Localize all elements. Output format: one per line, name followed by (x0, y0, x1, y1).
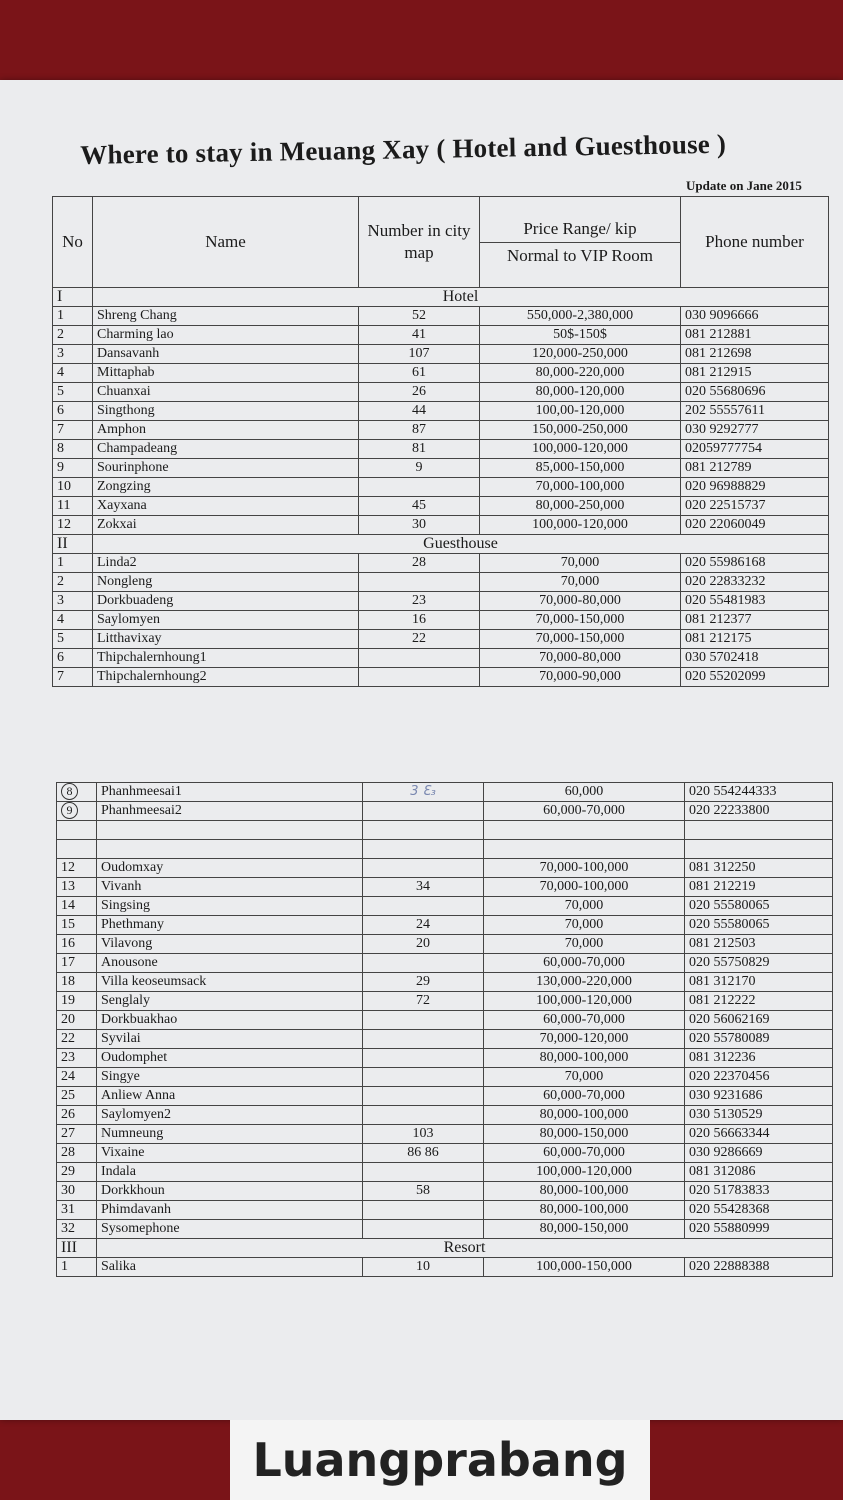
row-price: 60,000 (484, 783, 685, 802)
row-phone: 020 22233800 (685, 802, 833, 821)
row-phone: 081 212881 (681, 326, 829, 345)
row-name: Dorkbuadeng (93, 592, 359, 611)
row-map-number (359, 573, 480, 592)
row-price: 70,000 (480, 573, 681, 592)
row-map-number (363, 1163, 484, 1182)
row-name: Dorkbuakhao (97, 1011, 363, 1030)
row-phone: 030 9286669 (685, 1144, 833, 1163)
row-phone: 081 212377 (681, 611, 829, 630)
row-name: Vilavong (97, 935, 363, 954)
row-price: 150,000-250,000 (480, 421, 681, 440)
row-map-number: 28 (359, 554, 480, 573)
circled-number: 9 (61, 802, 78, 819)
table-row (57, 1011, 833, 1030)
table-row (57, 1220, 833, 1239)
header-name: Name (93, 197, 359, 288)
row-price: 80,000-220,000 (480, 364, 681, 383)
row-phone: 081 212915 (681, 364, 829, 383)
row-number: 16 (57, 935, 97, 954)
row-name: Salika (97, 1258, 363, 1277)
row-map-number: 10 (363, 1258, 484, 1277)
table-row (57, 973, 833, 992)
row-phone: 020 22060049 (681, 516, 829, 535)
row-name: Singye (97, 1068, 363, 1087)
section-label: Resort (97, 1239, 833, 1258)
header-map: Number in city map (359, 197, 480, 288)
table-row (57, 1258, 833, 1277)
row-number: 11 (53, 497, 93, 516)
row-name: Senglaly (97, 992, 363, 1011)
empty-cell (363, 840, 484, 859)
row-number: 13 (57, 878, 97, 897)
row-price: 80,000-150,000 (484, 1125, 685, 1144)
row-map-number: 87 (359, 421, 480, 440)
row-phone: 020 55580065 (685, 897, 833, 916)
row-map-number: 103 (363, 1125, 484, 1144)
row-price: 70,000 (480, 554, 681, 573)
row-map-number (363, 802, 484, 821)
row-price: 70,000-80,000 (480, 649, 681, 668)
row-price: 80,000-100,000 (484, 1201, 685, 1220)
row-map-number: 52 (359, 307, 480, 326)
section-number: III (57, 1239, 97, 1258)
update-note: Update on Jane 2015 (686, 178, 802, 193)
row-price: 60,000-70,000 (484, 954, 685, 973)
row-price: 70,000 (484, 935, 685, 954)
row-phone: 030 5702418 (681, 649, 829, 668)
table-row (57, 1049, 833, 1068)
row-name: Linda2 (93, 554, 359, 573)
table-row (53, 516, 829, 535)
row-number: 19 (57, 992, 97, 1011)
row-phone: 020 55202099 (681, 668, 829, 687)
row-number: 3 (53, 345, 93, 364)
row-number (57, 802, 97, 821)
row-map-number (359, 649, 480, 668)
row-price: 80,000-120,000 (480, 383, 681, 402)
row-name: Charming lao (93, 326, 359, 345)
row-phone: 020 22888388 (685, 1258, 833, 1277)
accommodation-table-top (52, 196, 829, 687)
table-row (53, 554, 829, 573)
table-row (57, 1106, 833, 1125)
row-map-number (363, 1220, 484, 1239)
row-price: 80,000-100,000 (484, 1182, 685, 1201)
row-map-number: 34 (363, 878, 484, 897)
empty-cell (685, 840, 833, 859)
row-map-number: 29 (363, 973, 484, 992)
row-number: 22 (57, 1030, 97, 1049)
row-map-number: 20 (363, 935, 484, 954)
row-map-number: 22 (359, 630, 480, 649)
row-number: 29 (57, 1163, 97, 1182)
row-name: Singsing (97, 897, 363, 916)
table-row (53, 630, 829, 649)
row-map-number (359, 668, 480, 687)
row-price: 70,000-150,000 (480, 611, 681, 630)
row-number: 23 (57, 1049, 97, 1068)
row-phone: 030 5130529 (685, 1106, 833, 1125)
row-map-number: 72 (363, 992, 484, 1011)
row-number: 7 (53, 421, 93, 440)
table-row (57, 1087, 833, 1106)
row-phone: 020 554244333 (685, 783, 833, 802)
row-number: 12 (57, 859, 97, 878)
empty-row (57, 840, 833, 859)
row-price: 60,000-70,000 (484, 1087, 685, 1106)
row-map-number: 9 (359, 459, 480, 478)
row-phone: 020 55750829 (685, 954, 833, 973)
row-phone: 020 55481983 (681, 592, 829, 611)
row-name: Litthavixay (93, 630, 359, 649)
row-number: 31 (57, 1201, 97, 1220)
row-price: 100,000-120,000 (484, 1163, 685, 1182)
row-name: Phimdavanh (97, 1201, 363, 1220)
table-row (57, 878, 833, 897)
row-number: 8 (53, 440, 93, 459)
row-price: 120,000-250,000 (480, 345, 681, 364)
row-price: 70,000-100,000 (484, 859, 685, 878)
empty-cell (363, 821, 484, 840)
row-map-number: 44 (359, 402, 480, 421)
row-name: Anliew Anna (97, 1087, 363, 1106)
row-price: 70,000-100,000 (484, 878, 685, 897)
table-row (53, 668, 829, 687)
row-price: 70,000-150,000 (480, 630, 681, 649)
row-phone: 020 22370456 (685, 1068, 833, 1087)
empty-cell (484, 821, 685, 840)
row-price: 130,000-220,000 (484, 973, 685, 992)
section-label: Hotel (93, 288, 829, 307)
table-row (57, 1163, 833, 1182)
table-row (57, 1030, 833, 1049)
section-row-hotel (53, 288, 829, 307)
row-phone: 081 312250 (685, 859, 833, 878)
row-price: 100,000-120,000 (480, 516, 681, 535)
row-price: 100,000-120,000 (484, 992, 685, 1011)
row-name: Indala (97, 1163, 363, 1182)
row-price: 70,000-100,000 (480, 478, 681, 497)
row-number: 7 (53, 668, 93, 687)
row-name: Vivanh (97, 878, 363, 897)
row-name: Zokxai (93, 516, 359, 535)
empty-cell (57, 821, 97, 840)
table-row (57, 935, 833, 954)
row-name: Xayxana (93, 497, 359, 516)
table-row (53, 364, 829, 383)
row-number: 18 (57, 973, 97, 992)
row-number: 26 (57, 1106, 97, 1125)
row-name: Anousone (97, 954, 363, 973)
table-row (53, 402, 829, 421)
table-row (57, 802, 833, 821)
row-phone: 02059777754 (681, 440, 829, 459)
row-number: 17 (57, 954, 97, 973)
row-number: 1 (57, 1258, 97, 1277)
table-row (53, 345, 829, 364)
table-row (53, 459, 829, 478)
row-name: Numneung (97, 1125, 363, 1144)
row-name: Dorkkhoun (97, 1182, 363, 1201)
row-name: Shreng Chang (93, 307, 359, 326)
header-price-range: Price Range/ kip (480, 214, 680, 243)
row-price: 60,000-70,000 (484, 802, 685, 821)
row-price: 80,000-250,000 (480, 497, 681, 516)
table-row (53, 649, 829, 668)
row-name: Syvilai (97, 1030, 363, 1049)
table-row (57, 992, 833, 1011)
row-number: 14 (57, 897, 97, 916)
row-name: Saylomyen2 (97, 1106, 363, 1125)
row-map-number: 107 (359, 345, 480, 364)
row-number: 9 (53, 459, 93, 478)
row-phone: 081 212222 (685, 992, 833, 1011)
section-number: II (53, 535, 93, 554)
table-row (53, 440, 829, 459)
row-name: Phanhmeesai1 (97, 783, 363, 802)
row-number: 27 (57, 1125, 97, 1144)
row-name: Saylomyen (93, 611, 359, 630)
row-map-number: 3 Ɛ₃ (363, 783, 484, 802)
row-number: 6 (53, 402, 93, 421)
header-price-rooms: Normal to VIP Room (507, 245, 653, 265)
row-phone: 081 212698 (681, 345, 829, 364)
row-name: Mittaphab (93, 364, 359, 383)
row-price: 100,000-120,000 (480, 440, 681, 459)
row-phone: 020 55880999 (685, 1220, 833, 1239)
row-map-number: 86 86 (363, 1144, 484, 1163)
row-phone: 030 9292777 (681, 421, 829, 440)
row-phone: 081 212175 (681, 630, 829, 649)
row-phone: 030 9231686 (685, 1087, 833, 1106)
row-price: 70,000 (484, 897, 685, 916)
row-name: Sysomephone (97, 1220, 363, 1239)
row-map-number (363, 1068, 484, 1087)
row-phone: 081 212503 (685, 935, 833, 954)
row-name: Dansavanh (93, 345, 359, 364)
row-name: Amphon (93, 421, 359, 440)
empty-cell (685, 821, 833, 840)
row-map-number (363, 897, 484, 916)
page-title: Where to stay in Meuang Xay ( Hotel and Guesthouse ) (80, 128, 727, 170)
row-phone: 081 212219 (685, 878, 833, 897)
row-map-number: 23 (359, 592, 480, 611)
row-price: 550,000-2,380,000 (480, 307, 681, 326)
row-map-number: 81 (359, 440, 480, 459)
header-no: No (53, 197, 93, 288)
row-name: Oudomphet (97, 1049, 363, 1068)
accommodation-table-bottom (56, 782, 833, 1277)
row-map-number: 45 (359, 497, 480, 516)
section-row-resort (57, 1239, 833, 1258)
row-name: Thipchalernhoung1 (93, 649, 359, 668)
table-row (57, 1144, 833, 1163)
row-number (57, 783, 97, 802)
row-number: 24 (57, 1068, 97, 1087)
row-number: 2 (53, 326, 93, 345)
row-map-number (363, 859, 484, 878)
row-phone: 081 312086 (685, 1163, 833, 1182)
row-price: 60,000-70,000 (484, 1144, 685, 1163)
row-number: 30 (57, 1182, 97, 1201)
row-map-number: 24 (363, 916, 484, 935)
table-row (53, 307, 829, 326)
row-number: 15 (57, 916, 97, 935)
row-map-number (359, 478, 480, 497)
table-row (57, 1201, 833, 1220)
row-price: 80,000-100,000 (484, 1106, 685, 1125)
row-phone: 020 55780089 (685, 1030, 833, 1049)
table-row (53, 592, 829, 611)
row-number: 25 (57, 1087, 97, 1106)
table-row (53, 497, 829, 516)
row-name: Oudomxay (97, 859, 363, 878)
header-price (480, 197, 681, 288)
row-number: 1 (53, 307, 93, 326)
row-map-number: 58 (363, 1182, 484, 1201)
row-price: 70,000-120,000 (484, 1030, 685, 1049)
row-phone: 020 22833232 (681, 573, 829, 592)
row-map-number (363, 954, 484, 973)
row-map-number (363, 1049, 484, 1068)
row-number: 28 (57, 1144, 97, 1163)
row-map-number (363, 1106, 484, 1125)
row-name: Chuanxai (93, 383, 359, 402)
circled-number: 8 (61, 783, 78, 800)
row-map-number (363, 1087, 484, 1106)
row-price: 70,000-80,000 (480, 592, 681, 611)
row-name: Nongleng (93, 573, 359, 592)
row-map-number: 41 (359, 326, 480, 345)
row-phone: 020 55680696 (681, 383, 829, 402)
row-price: 80,000-100,000 (484, 1049, 685, 1068)
row-phone: 020 55986168 (681, 554, 829, 573)
row-price: 70,000 (484, 916, 685, 935)
row-number: 3 (53, 592, 93, 611)
row-name: Singthong (93, 402, 359, 421)
row-price: 70,000 (484, 1068, 685, 1087)
row-map-number: 30 (359, 516, 480, 535)
row-phone: 020 55580065 (685, 916, 833, 935)
section-label: Guesthouse (93, 535, 829, 554)
section-number: I (53, 288, 93, 307)
row-phone: 202 55557611 (681, 402, 829, 421)
section-row-guesthouse (53, 535, 829, 554)
empty-cell (97, 840, 363, 859)
empty-cell (57, 840, 97, 859)
row-number: 1 (53, 554, 93, 573)
row-phone: 020 56062169 (685, 1011, 833, 1030)
row-price: 70,000-90,000 (480, 668, 681, 687)
row-map-number (363, 1201, 484, 1220)
table-row (53, 383, 829, 402)
row-price: 85,000-150,000 (480, 459, 681, 478)
row-name: Champadeang (93, 440, 359, 459)
table-row (53, 573, 829, 592)
row-phone: 081 312236 (685, 1049, 833, 1068)
row-name: Phanhmeesai2 (97, 802, 363, 821)
table-row (57, 859, 833, 878)
row-map-number (363, 1030, 484, 1049)
table-row (57, 1125, 833, 1144)
row-number: 32 (57, 1220, 97, 1239)
table-row (57, 1182, 833, 1201)
row-phone: 081 212789 (681, 459, 829, 478)
row-name: Vixaine (97, 1144, 363, 1163)
row-number: 2 (53, 573, 93, 592)
row-map-number: 26 (359, 383, 480, 402)
empty-cell (97, 821, 363, 840)
table-row (57, 916, 833, 935)
row-price: 60,000-70,000 (484, 1011, 685, 1030)
row-number: 5 (53, 630, 93, 649)
row-price: 80,000-150,000 (484, 1220, 685, 1239)
row-phone: 020 22515737 (681, 497, 829, 516)
table-row (53, 478, 829, 497)
table-row (53, 611, 829, 630)
table-row (57, 897, 833, 916)
row-number: 12 (53, 516, 93, 535)
row-map-number: 16 (359, 611, 480, 630)
row-number: 20 (57, 1011, 97, 1030)
table-row (53, 326, 829, 345)
row-price: 100,00-120,000 (480, 402, 681, 421)
row-price: 100,000-150,000 (484, 1258, 685, 1277)
row-name: Sourinphone (93, 459, 359, 478)
row-name: Phethmany (97, 916, 363, 935)
row-phone: 020 56663344 (685, 1125, 833, 1144)
row-number: 6 (53, 649, 93, 668)
row-map-number: 61 (359, 364, 480, 383)
row-number: 10 (53, 478, 93, 497)
row-number: 4 (53, 611, 93, 630)
card-text: Luangprabang (252, 1433, 628, 1487)
city-name-card (230, 1420, 650, 1500)
row-phone: 020 55428368 (685, 1201, 833, 1220)
row-number: 5 (53, 383, 93, 402)
empty-cell (484, 840, 685, 859)
table-header-row (53, 197, 829, 288)
row-map-number (363, 1011, 484, 1030)
row-name: Villa keoseumsack (97, 973, 363, 992)
row-price: 50$-150$ (480, 326, 681, 345)
table-row (53, 421, 829, 440)
table-row (57, 1068, 833, 1087)
row-name: Zongzing (93, 478, 359, 497)
document-sheet (0, 80, 843, 1420)
row-phone: 081 312170 (685, 973, 833, 992)
row-phone: 020 96988829 (681, 478, 829, 497)
row-phone: 030 9096666 (681, 307, 829, 326)
table-row (57, 783, 833, 802)
row-phone: 020 51783833 (685, 1182, 833, 1201)
table-row (57, 954, 833, 973)
row-name: Thipchalernhoung2 (93, 668, 359, 687)
row-number: 4 (53, 364, 93, 383)
empty-row (57, 821, 833, 840)
header-phone: Phone number (681, 197, 829, 288)
